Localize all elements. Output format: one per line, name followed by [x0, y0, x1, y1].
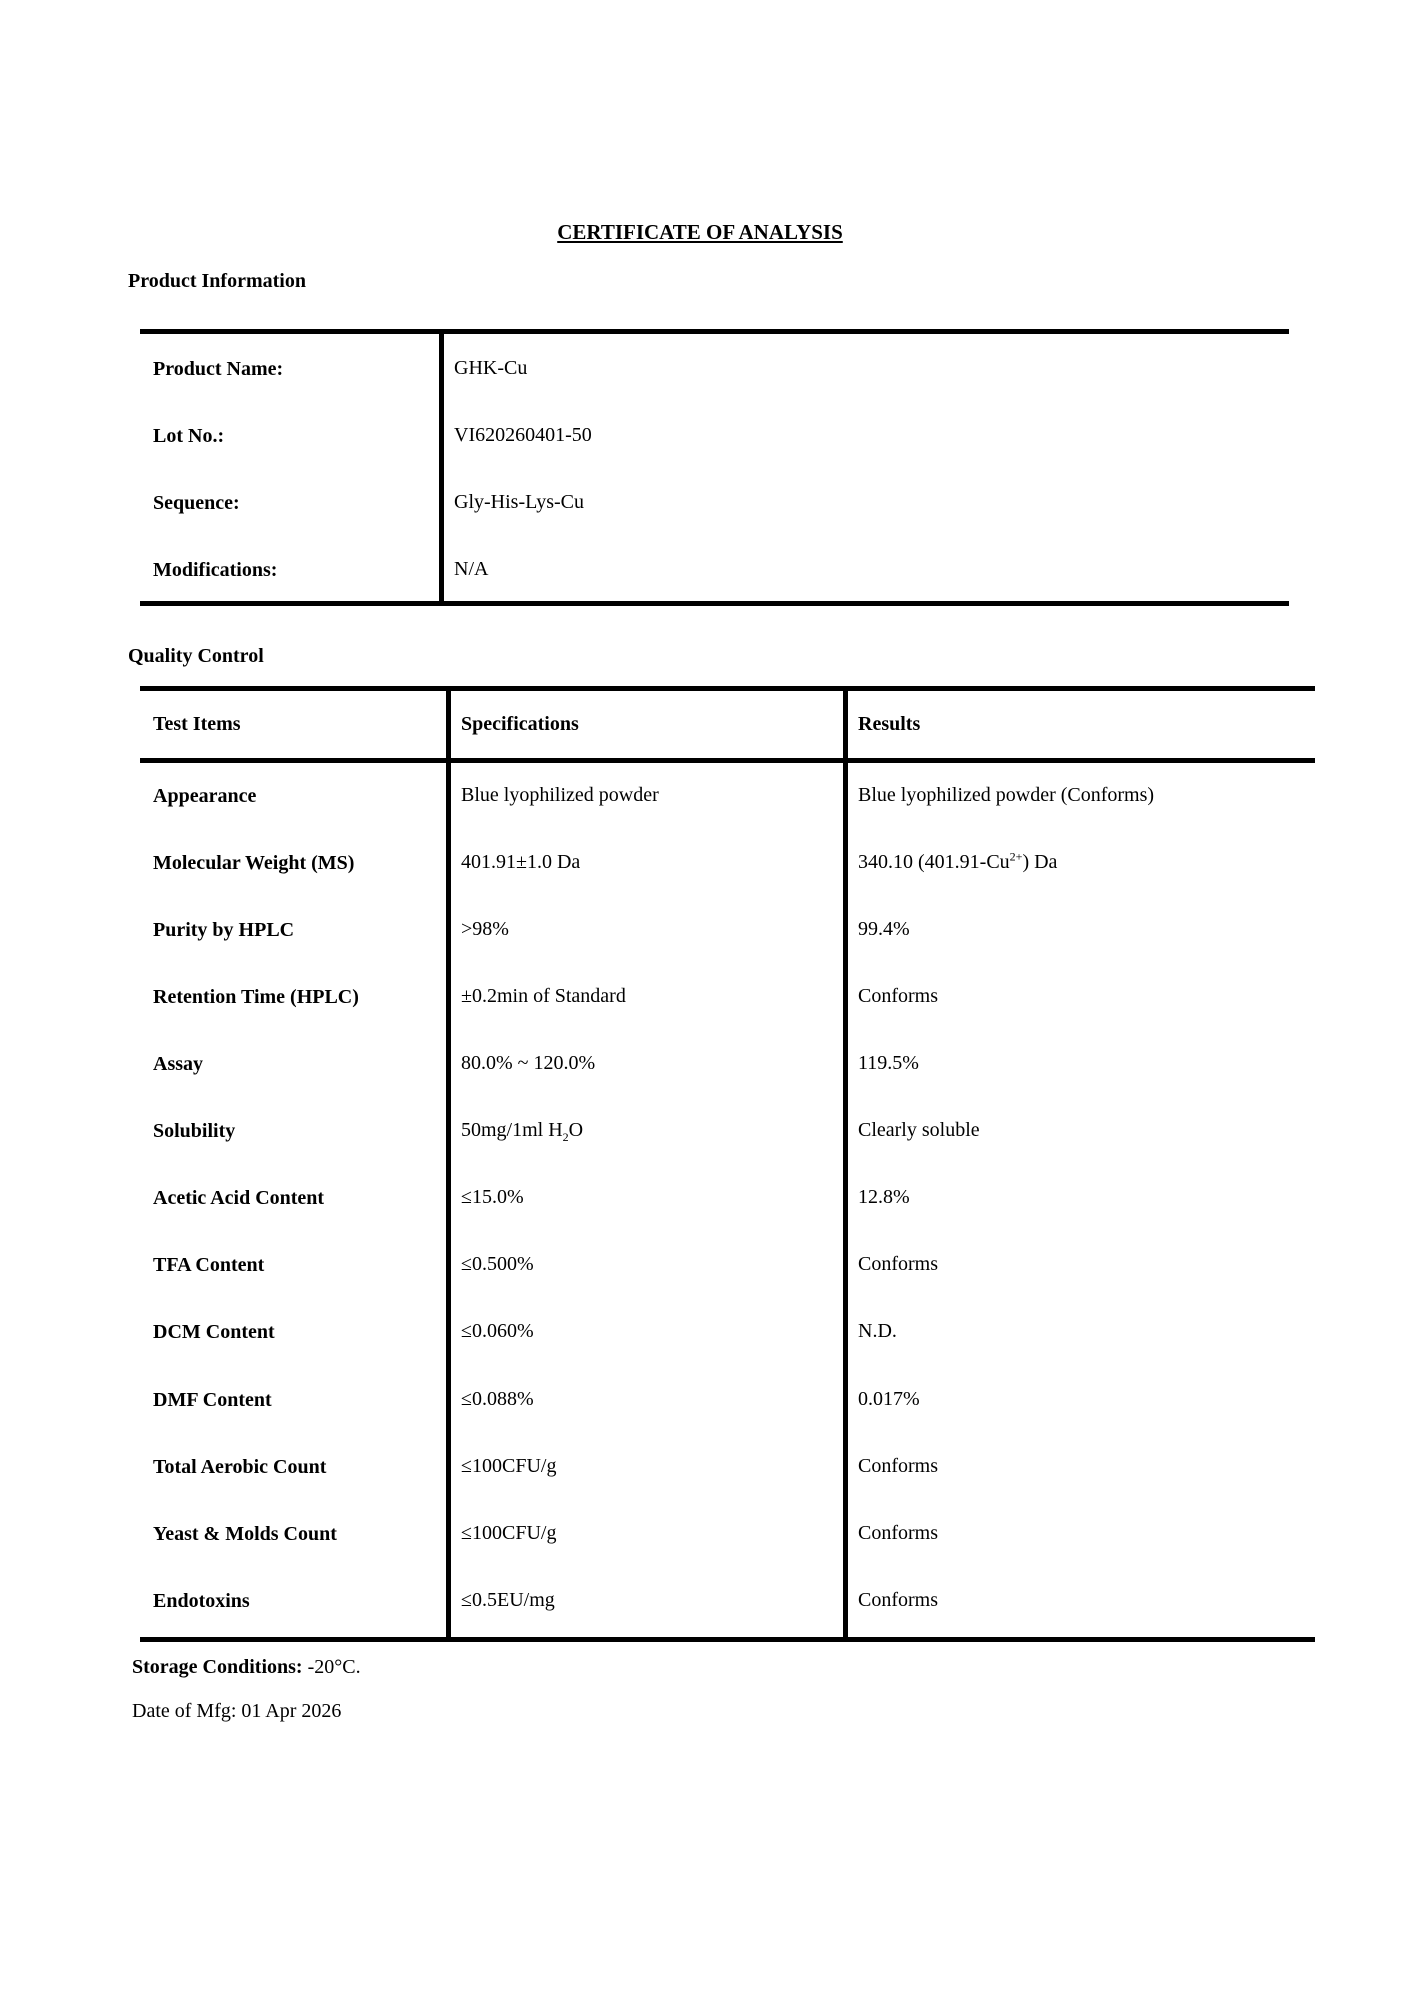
qc-spec-appearance: Blue lyophilized powder: [461, 784, 659, 806]
product-info-heading: Product Information: [128, 270, 306, 292]
qc-result-molecular-weight: 340.10 $(401.91-Cu^{2+})$ Da: [858, 849, 1058, 873]
qc-result-tfa: Conforms: [858, 1253, 938, 1275]
qc-result-assay: 119.5%: [858, 1052, 919, 1074]
sequence-value: Gly-His-Lys-Cu: [454, 491, 584, 513]
quality-control-heading: Quality Control: [128, 645, 264, 667]
qc-item-appearance: Appearance: [153, 785, 257, 807]
storage-value: -20°C.: [302, 1656, 361, 1678]
qc-header-test-items: Test Items: [153, 713, 241, 735]
qc-item-endotoxins: Endotoxins: [153, 1590, 250, 1612]
sequence-label: Sequence:: [153, 492, 240, 514]
qc-item-tfa: TFA Content: [153, 1254, 265, 1276]
qc-result-total-aerobic: Conforms: [858, 1455, 938, 1477]
qc-spec-dmf: ≤0.088%: [461, 1388, 534, 1410]
qc-result-dcm: N.D.: [858, 1320, 897, 1342]
qc-divider-1: [446, 689, 451, 1639]
manufacture-date: Date of Mfg: 01 Apr 2026: [132, 1700, 342, 1722]
table-column-divider: [439, 332, 444, 604]
qc-item-retention-time: Retention Time (HPLC): [153, 986, 359, 1008]
qc-item-solubility: Solubility: [153, 1120, 236, 1142]
qc-header-rule: [140, 758, 1315, 763]
qc-spec-yeast-molds: ≤100CFU/g: [461, 1522, 557, 1544]
storage-conditions: [132, 1656, 361, 1679]
qc-result-purity: 99.4%: [858, 918, 910, 940]
qc-item-molecular-weight: Molecular Weight (MS): [153, 852, 355, 874]
qc-top-rule: [140, 686, 1315, 691]
modifications-value: N/A: [454, 558, 489, 580]
qc-bottom-rule: [140, 1637, 1315, 1642]
qc-spec-dcm: ≤0.060%: [461, 1320, 534, 1342]
qc-header-results: Results: [858, 713, 921, 735]
qc-result-dmf: 0.017%: [858, 1388, 920, 1410]
qc-result-yeast-molds: Conforms: [858, 1522, 938, 1544]
qc-result-endotoxins: Conforms: [858, 1589, 938, 1611]
qc-result-acetic-acid: 12.8%: [858, 1186, 910, 1208]
qc-spec-purity: >98%: [461, 918, 509, 940]
qc-item-purity: Purity by HPLC: [153, 919, 295, 941]
qc-divider-2: [843, 689, 848, 1639]
document-title: CERTIFICATE OF ANALYSIS: [557, 220, 843, 244]
product-name-label: Product Name:: [153, 358, 284, 380]
qc-spec-total-aerobic: ≤100CFU/g: [461, 1455, 557, 1477]
qc-spec-solubility: 50mg/1ml $H_2O$: [461, 1119, 584, 1144]
modifications-label: Modifications:: [153, 559, 278, 581]
qc-header-specifications: Specifications: [461, 713, 579, 735]
qc-result-solubility: Clearly soluble: [858, 1119, 980, 1141]
storage-label: Storage Conditions:: [132, 1656, 303, 1678]
qc-spec-tfa: ≤0.500%: [461, 1253, 534, 1275]
product-name-value: GHK-Cu: [454, 357, 528, 379]
qc-spec-assay: 80.0% ~ 120.0%: [461, 1052, 596, 1074]
qc-item-dmf: DMF Content: [153, 1389, 272, 1411]
lot-number-value: VI620260401-50: [454, 424, 592, 446]
qc-item-acetic-acid: Acetic Acid Content: [153, 1187, 325, 1209]
qc-item-yeast-molds: Yeast & Molds Count: [153, 1523, 337, 1545]
qc-result-retention-time: Conforms: [858, 985, 938, 1007]
qc-spec-retention-time: ±0.2min of Standard: [461, 985, 626, 1007]
qc-item-assay: Assay: [153, 1053, 204, 1075]
qc-item-total-aerobic: Total Aerobic Count: [153, 1456, 327, 1478]
qc-item-dcm: DCM Content: [153, 1321, 275, 1343]
qc-spec-molecular-weight: 401.91±1.0 Da: [461, 851, 581, 873]
qc-spec-endotoxins: ≤0.5EU/mg: [461, 1589, 555, 1611]
qc-result-appearance: Blue lyophilized powder (Conforms): [858, 784, 1155, 806]
lot-number-label: Lot No.:: [153, 425, 225, 447]
table-bottom-rule: [140, 601, 1289, 606]
table-top-rule: [140, 329, 1289, 334]
qc-spec-acetic-acid: ≤15.0%: [461, 1186, 524, 1208]
